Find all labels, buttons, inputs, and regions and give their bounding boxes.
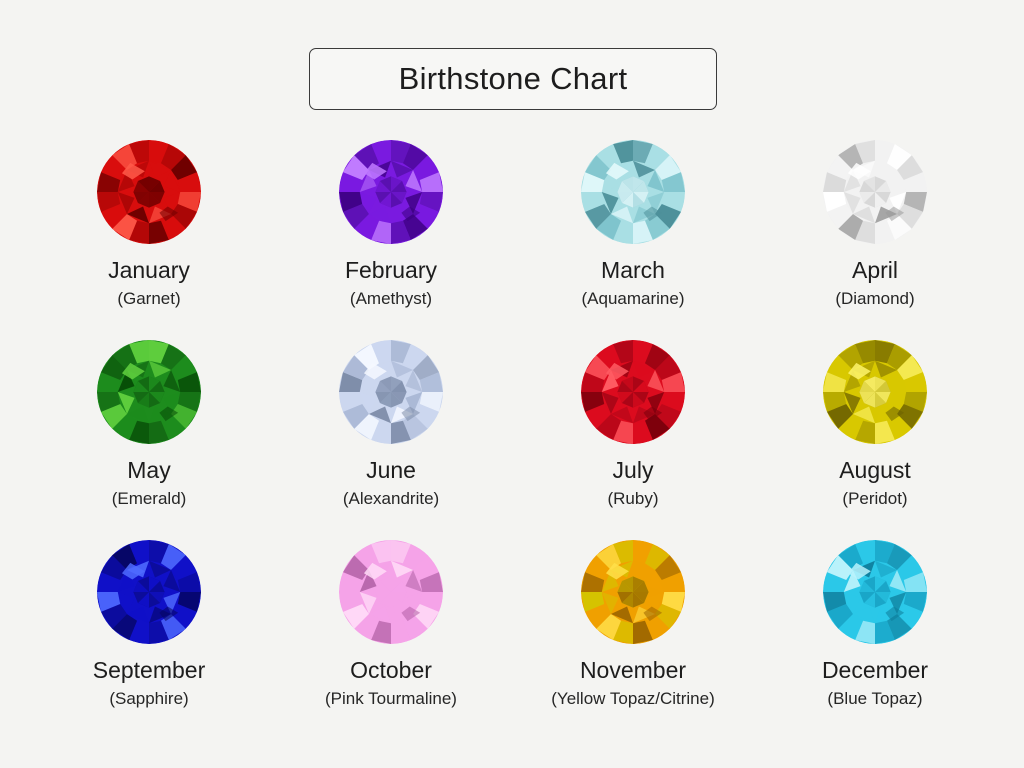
month-label: September (92, 657, 206, 683)
birthstone-cell (754, 140, 996, 340)
stone-name-label: (Amethyst) (349, 289, 433, 309)
birthstone-cell (28, 340, 270, 540)
stone-name-label: (Diamond) (835, 289, 915, 309)
gemstone-icon (339, 340, 443, 444)
gemstone-icon (339, 540, 443, 644)
stone-name-label: (Garnet) (117, 289, 181, 309)
birthstone-cell (28, 140, 270, 340)
stone-name-label: (Ruby) (607, 489, 659, 509)
month-label: October (350, 657, 432, 683)
birthstone-grid (28, 140, 996, 740)
gemstone-icon (823, 540, 927, 644)
month-label: December (821, 657, 929, 683)
birthstone-cell (28, 540, 270, 740)
birthstone-cell (512, 340, 754, 540)
birthstone-cell (270, 540, 512, 740)
stone-name-label: (Alexandrite) (342, 489, 440, 509)
birthstone-cell (754, 540, 996, 740)
gemstone-icon (581, 540, 685, 644)
stone-name-label: (Pink Tourmaline) (325, 689, 457, 709)
month-label: March (601, 257, 665, 283)
month-label: April (851, 257, 898, 283)
month-label: February (344, 257, 438, 283)
month-label: August (839, 457, 911, 483)
stone-name-label: (Sapphire) (109, 689, 189, 709)
gemstone-icon (581, 340, 685, 444)
gemstone-icon (823, 140, 927, 244)
gemstone-icon (581, 140, 685, 244)
month-label: May (127, 457, 171, 483)
stone-name-label: (Blue Topaz) (827, 689, 923, 709)
chart-title-box (309, 48, 717, 110)
stone-name-label: (Emerald) (111, 489, 187, 509)
birthstone-cell (270, 140, 512, 340)
birthstone-cell (270, 340, 512, 540)
birthstone-cell (754, 340, 996, 540)
gemstone-icon (339, 140, 443, 244)
stone-name-label: (Yellow Topaz/Citrine) (551, 689, 715, 709)
birthstone-cell (512, 540, 754, 740)
gemstone-icon (97, 340, 201, 444)
gemstone-icon (823, 340, 927, 444)
stone-name-label: (Peridot) (842, 489, 908, 509)
month-label: July (612, 457, 654, 483)
birthstone-cell (512, 140, 754, 340)
month-label: November (579, 657, 687, 683)
month-label: June (366, 457, 416, 483)
stone-name-label: (Aquamarine) (581, 289, 685, 309)
page-title: Birthstone Chart (398, 61, 628, 96)
gemstone-icon (97, 540, 201, 644)
gemstone-icon (97, 140, 201, 244)
month-label: January (108, 257, 190, 283)
